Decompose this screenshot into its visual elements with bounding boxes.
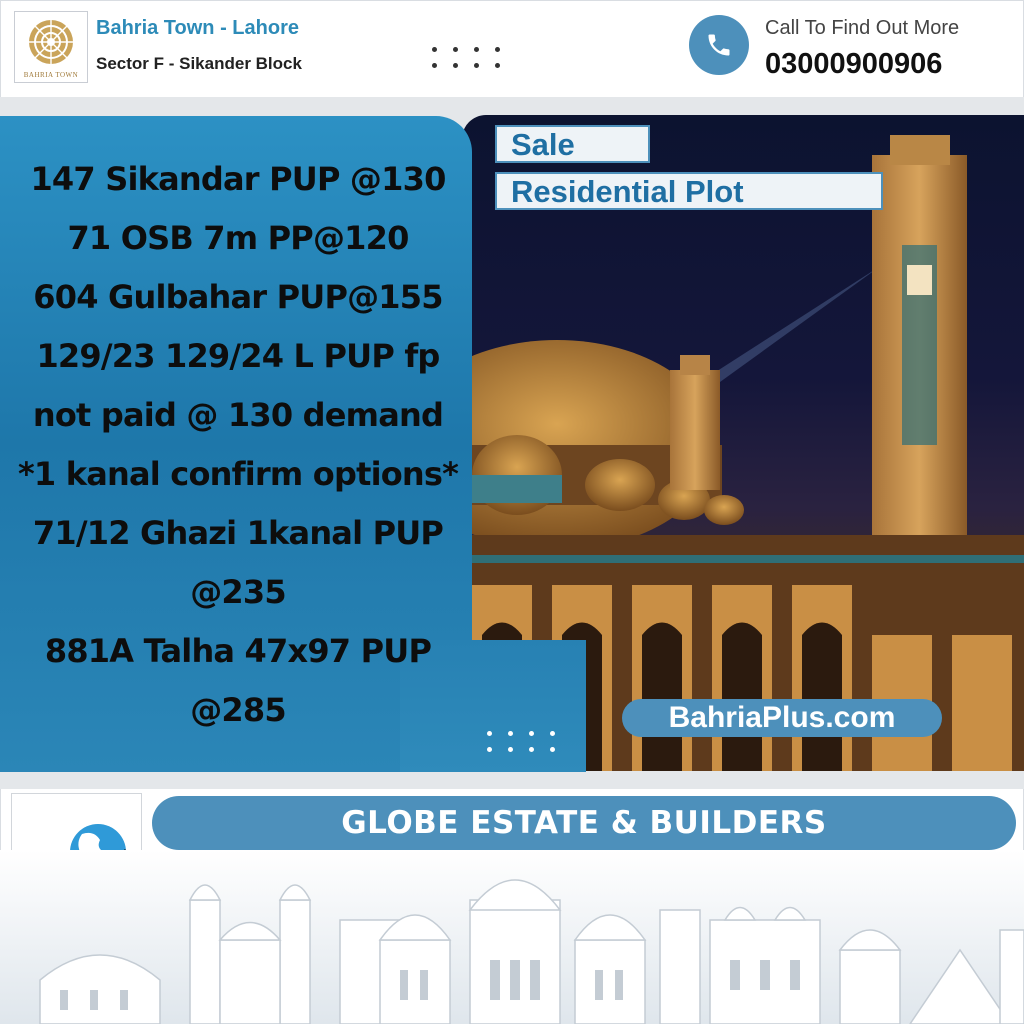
- website-link[interactable]: BahriaPlus.com: [622, 699, 942, 737]
- page-title: Bahria Town - Lahore: [96, 17, 299, 39]
- phone-button[interactable]: [689, 15, 749, 75]
- logo-caption: BAHRIA TOWN: [23, 71, 79, 79]
- listing-line: @285: [190, 691, 286, 729]
- company-name-banner: GLOBE ESTATE & BUILDERS: [152, 796, 1016, 850]
- decor-dots-top: [432, 47, 501, 68]
- property-type-tag: Residential Plot: [495, 172, 883, 210]
- bahria-town-logo: [14, 11, 88, 83]
- purpose-tag: Sale: [495, 125, 650, 163]
- city-skyline-illustration: [0, 850, 1024, 1024]
- bahria-emblem-icon: [23, 16, 79, 68]
- listing-line: 71 OSB 7m PP@120: [67, 219, 409, 257]
- listing-line: 881A Talha 47x97 PUP: [44, 632, 432, 670]
- listing-line: *1 kanal confirm options*: [18, 455, 459, 493]
- listing-line: 71/12 Ghazi 1kanal PUP: [32, 514, 444, 552]
- phone-number[interactable]: 03000900906: [765, 48, 943, 80]
- listing-details: [18, 150, 458, 740]
- listing-line: 604 Gulbahar PUP@155: [33, 278, 443, 316]
- phone-icon: [705, 31, 733, 59]
- decor-dots-panel: [487, 731, 556, 752]
- listing-line: 147 Sikandar PUP @130: [30, 160, 446, 198]
- listing-line: @235: [190, 573, 286, 611]
- listing-line: not paid @ 130 demand: [32, 396, 444, 434]
- call-label: Call To Find Out More: [765, 17, 960, 39]
- listing-line: 129/23 129/24 L PUP fp: [36, 337, 440, 375]
- page-subtitle: Sector F - Sikander Block: [96, 54, 302, 73]
